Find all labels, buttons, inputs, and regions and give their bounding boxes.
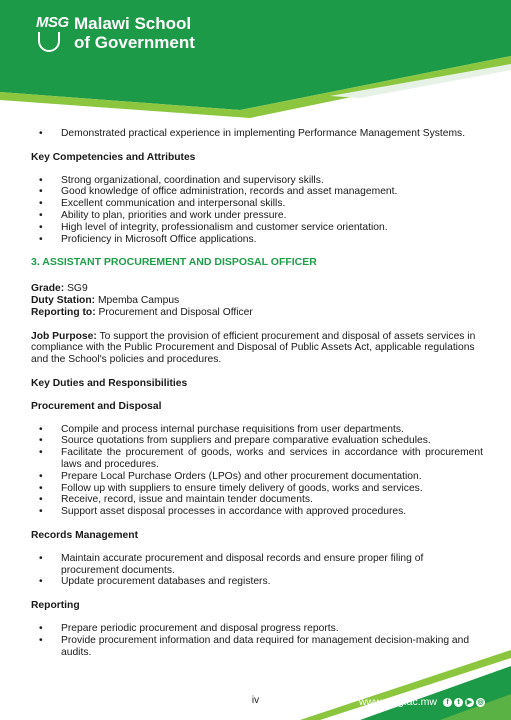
reporting-line [31,307,483,319]
document-body [31,128,483,658]
website-link[interactable]: www.msg.ac.mw [358,696,437,708]
logo-mark-text: MSG [36,13,69,31]
list-item: • Provide procurement information and data required for management decision-making and audits. [61,635,483,659]
records-heading: Records Management [31,529,139,541]
records-list [31,553,483,588]
job-purpose-text: To support the provision of efficient procurement and disposal of assets services in compliance with the Public Procurement and Disposal of Public Assets Act, applicable regulations and the School's policies and procedures. [31,330,476,366]
list-item: • Ability to plan, priorities and work under pressure. [61,210,483,222]
page-number: iv [251,695,260,706]
logo-emblem [36,13,69,52]
list-item: • High level of integrity, professionalism and customer service orientation. [61,222,483,234]
procurement-list [31,424,483,518]
organization-name [74,14,195,52]
reporting-heading: Reporting [31,600,80,612]
twitter-icon[interactable]: t [454,698,463,707]
job-purpose-paragraph [31,331,483,366]
list-item: • Receive, record, issue and maintain tender documents. [61,494,483,506]
social-icons [441,698,485,707]
list-item: • Excellent communication and interpersonal skills. [61,198,483,210]
duty-station-label: Duty Station: [31,294,96,306]
list-item: • Compile and process internal purchase requisitions from user departments. [61,424,483,436]
list-item: • Support asset disposal processes in accordance with approved procedures. [61,506,483,518]
grade-label: Grade: [31,283,65,295]
top-bullet-list [31,128,483,140]
list-item: • Strong organizational, coordination and supervisory skills. [61,175,483,187]
list-item: • Source quotations from suppliers and prepare comparative evaluation schedules. [61,435,483,447]
list-item: • Demonstrated practical experience in implementing Performance Management Systems. [61,128,483,140]
org-name-line2: of Government [74,33,195,52]
grade-line [31,283,483,295]
shield-icon [38,32,60,52]
youtube-icon[interactable]: ▶ [466,698,473,706]
footer-contact [359,696,485,708]
list-item: • Prepare Local Purchase Orders (LPOs) and other procurement documentation. [61,471,483,483]
grade-value: SG9 [64,283,88,295]
list-item: • Prepare periodic procurement and disposal progress reports. [61,623,483,635]
competencies-heading: Key Competencies and Attributes [31,151,196,163]
list-item: • Update procurement databases and registers. [61,576,483,588]
instagram-icon[interactable]: ◎ [477,698,484,706]
list-item: • Follow up with suppliers to ensure timely delivery of goods, works and services. [61,483,483,495]
job-purpose-label: Job Purpose: [31,330,97,342]
procurement-heading: Procurement and Disposal [31,400,162,412]
list-item: • Facilitate the procurement of goods, works and services in accordance with procurement laws and procedures. [61,447,483,471]
reporting-value: Procurement and Disposal Officer [95,306,253,318]
org-name-line1: Malawi School [74,14,192,33]
list-item: • Proficiency in Microsoft Office applications. [61,234,483,246]
facebook-icon[interactable]: f [443,698,452,707]
list-item: • Maintain accurate procurement and disposal records and ensure proper filing of procurement documents. [61,553,483,577]
duties-heading: Key Duties and Responsibilities [31,377,188,389]
list-item: • Good knowledge of office administration, records and asset management. [61,186,483,198]
competencies-list [31,175,483,246]
position-title: 3. ASSISTANT PROCUREMENT AND DISPOSAL OFFICER [31,256,317,269]
duty-station-value: Mpemba Campus [95,294,180,306]
duty-station-line [31,295,483,307]
reporting-label: Reporting to: [31,306,96,318]
msg-logo [36,14,195,52]
